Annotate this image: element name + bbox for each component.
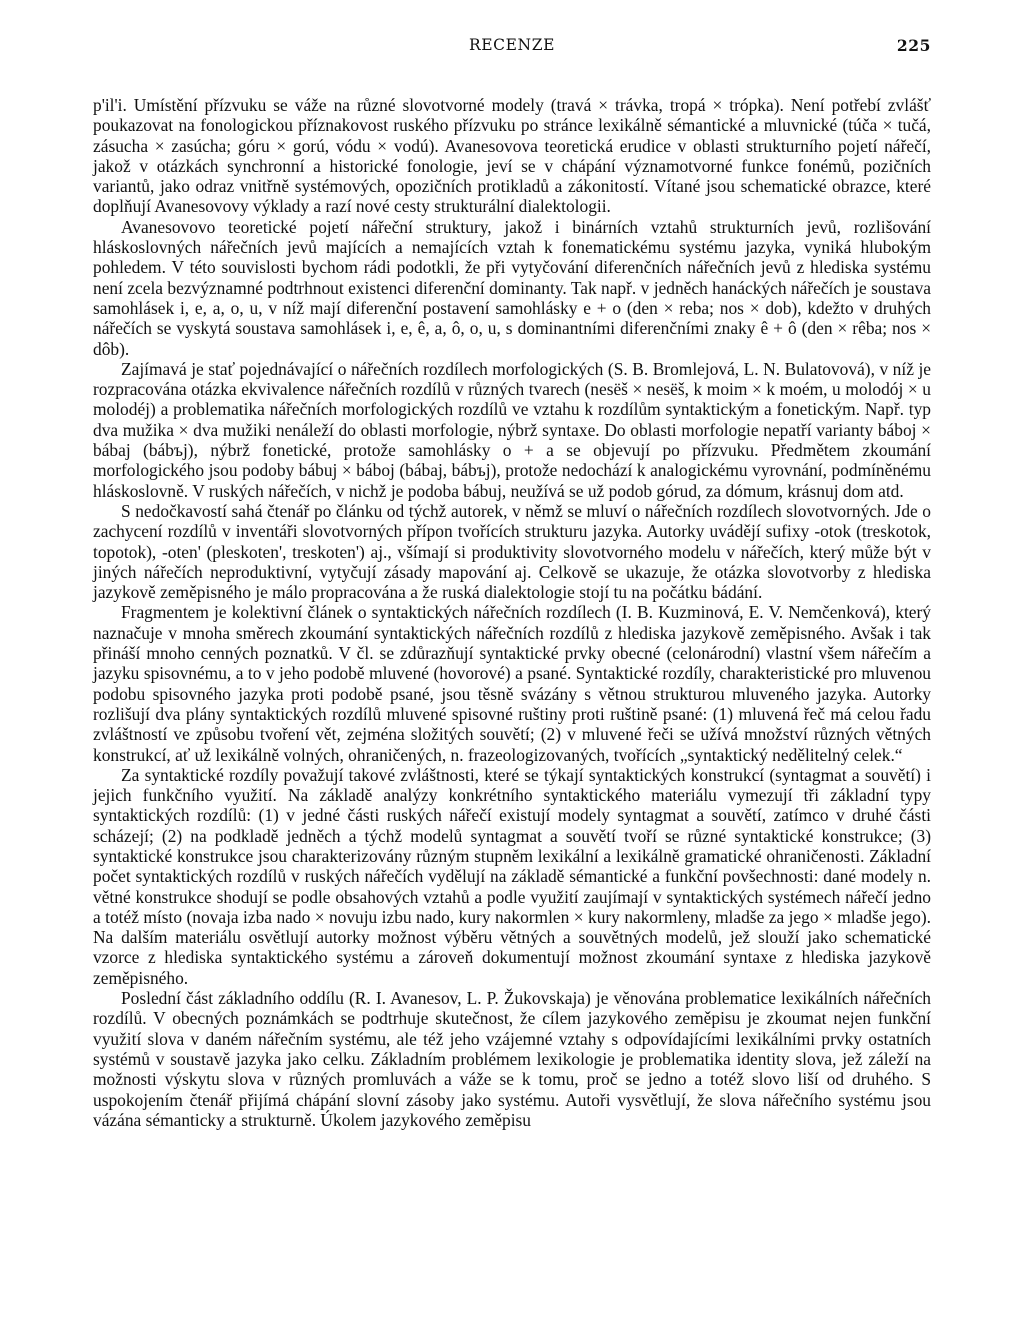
paragraph: Avanesovovo teoretické pojetí nářeční struktury, jakož i binárních vztahů strukturních jevů, rozlišování hláskoslovných nářečních jevů majících a nemajících vztah k fonematickému systému jazyka, vyniká hlubokým pohledem. V této souvislosti bychom rádi podotkli, že při vytyčování diferenčních nářečních jevů z hlediska systému není zcela bezvýznamné podtrhnout existenci diferenční dominanty. Tak např. v jedněch hanáckých nářečích je soustava samohlásek i, e, a, o, u, v níž mají diferenční postavení samohlásky e + o (den × reba; nos × dob), kdežto v druhých nářečích se vyskytá soustava samohlásek i, e, ê, a, ô, o, u, s dominantními diferenčními znaky ê + ô (den × rêba; nos × dôb). bbox=[93, 216, 931, 359]
running-header bbox=[93, 36, 931, 62]
paragraph: Poslední část základního oddílu (R. I. Avanesov, L. P. Žukovskaja) je věnována problematice lexikálních nářečních rozdílů. V obecných poznámkách se podtrhuje skutečnost, že cílem jazykového zeměpisu je zkoumat nejen funkční využití slova v daném nářečním systému, ale též jeho vzájemné vztahy s odpovídajícími lexikálními prvky ostatních systémů v soustavě jazyka jako celku. Základním problémem lexikologie je problematika identity slova, jež záleží na možnosti výskytu slova v různých promluvách a váže se k tomu, proč se jedno a totéž slovo liší od druhého. S uspokojením čtenář přijímá chápání slovní zásoby jako systému. Autoři vysvětlují, že slova nářečního systému jsou vázána sémanticky a strukturně. Úkolem jazykového zeměpisu bbox=[93, 988, 931, 1130]
paragraph: Zajímavá je stať pojednávající o nářečních rozdílech morfologických (S. B. Bromlejová, L. N. Bulatovová), v níž je rozpracována otázka ekvivalence nářečních rozdílů v různých tvarech (nesëš × nesëš, k moim × k moém, u molodój × u molodéj) a problematika nářečních morfologických rozdílů ve vztahu k rozdílům syntaktickým a fonetickým. Např. typ dva mužika × dva mužiki nenáleží do oblasti morfologie, nýbrž syntaxe. Do oblasti morfologie nepatří varianty báboj × bábaj (bábъj), nýbrž fonetické, protože samohlásky o + a se objevují po přízvuku. Předmětem zkoumání morfologického jsou podoby bábuj × báboj (bábaj, bábъj), protože nedochází k analogickému vyrovnání, podmíněnému hláskoslovně. V ruských nářečích, v nichž je podoba bábuj, neužívá se už podob górud, za dómum, krásnuj dom atd. bbox=[93, 358, 931, 501]
paragraph: Fragmentem je kolektivní článek o syntaktických nářečních rozdílech (I. B. Kuzminová, E. V. Nemčenková), který naznačuje v mnoha směrech zkoumání syntaktických nářečních rozdílů z hlediska jazykově zeměpisného. Avšak i tak přináší mnoho cenných poznatků. V čl. se zdůrazňují syntaktické prvky obecné (celonárodní) vlastní všem nářečím a jazyku spisovnému, a to v jeho podobě mluvené (hovorové) a psané. Syntaktické rozdíly, charakteristické pro mluvenou podobu spisovného jazyka proti podobě psané, jsou těsně svázány s větnou strukturou mluveného jazyka. Autorky rozlišují dva plány syntaktických rozdílů mluvené spisovné ruštiny proti ruštině psané: (1) mluvená řeč má celou řadu zvláštností ve způsobu tvoření vět, zejména složitých souvětí; (2) v mluvené řeči se užívá množství různých větných konstrukcí, ať už lexikálně volných, ohraničených, n. frazeologizovaných, tvořících „syntaktický nedělitelný celek.“ bbox=[93, 602, 931, 765]
paragraph: Za syntaktické rozdíly považují takové zvláštnosti, které se týkají syntaktických konstrukcí (syntagmat a souvětí) i jejich funkčního využití. Na základě analýzy konkrétního syntaktického materiálu vymezují tři základní typy syntaktických rozdílů: (1) v jedné části ruských nářečí existují modely syntagmat a souvětí, zatímco v druhé části scházejí; (2) na podkladě jedněch a týchž modelů syntagmat a souvětí tvoří se různé syntaktické konstrukce; (3) syntaktické konstrukce jsou charakterizovány různým stupněm lexikální a lexikálně gramatické ohraničenosti. Základní počet syntaktických rozdílů v ruských nářečích vydělují na základě sémantické a funkční povšechnosti: dané modely n. větné konstrukce shodují se podle obsahových vztahů a podle využití zaujímají v syntaktických systémech nářečí jedno a totéž místo (novaja izba nado × novuju izbu nado, kury nakormlen × kury nakormleny, mladše za jego × mladše jego). Na dalším materiálu osvětlují autorky možnost výběru větných a souvětných modelů, jež slouží jako schematické vzorce z hlediska syntaktického systému a zároveň dokumentují možnost zkoumání syntaxe z hlediska jazykově zeměpisného. bbox=[93, 764, 931, 988]
page-number: 225 bbox=[896, 36, 931, 55]
section-title: RECENZE bbox=[468, 36, 555, 54]
paragraph: p'il'i. Umístění přízvuku se váže na různé slovotvorné modely (travá × trávka, tropá × trópka). Není potřebí zvlášť poukazovat na fonologickou příznakovost ruského přízvuku po stránce lexikálně sémantické a mluvnické (túča × tučá, zásucha × zasúcha; góru × gorú, vódu × vodú). Avanesovova teoretická erudice v oblasti strukturního pojetí nářečí, jakož v otázkách synchronní a historické fonologie, jeví se v chápání významotvorné funkce fonémů, pozičních variantů, jako odraz vnitřně systémových, opozičních protikladů a zákonitostí. Vítané jsou schematické obrazce, které doplňují Avanesovovy výklady a razí nové cesty strukturální dialektologii. bbox=[93, 95, 931, 217]
paragraph: S nedočkavostí sahá čtenář po článku od týchž autorek, v němž se mluví o nářečních rozdílech slovotvorných. Jde o zachycení rozdílů v inventáři slovotvorných přípon tvořících strukturu jazyka. Autorky uvádějí sufixy -otok (treskotok, topotok), -oten' (pleskoten', treskoten') aj., všímají si produktivity slovotvorného modelu v nářečích, který může být v jiných nářečích neproduktivní, vytyčují zásady mapování aj. Celkově se ukazuje, že otázka slovotvorby z hlediska jazykově zeměpisného je málo propracována a že ruská dialektologie stojí tu na počátku bádání. bbox=[93, 500, 931, 603]
body-text bbox=[93, 95, 931, 1130]
